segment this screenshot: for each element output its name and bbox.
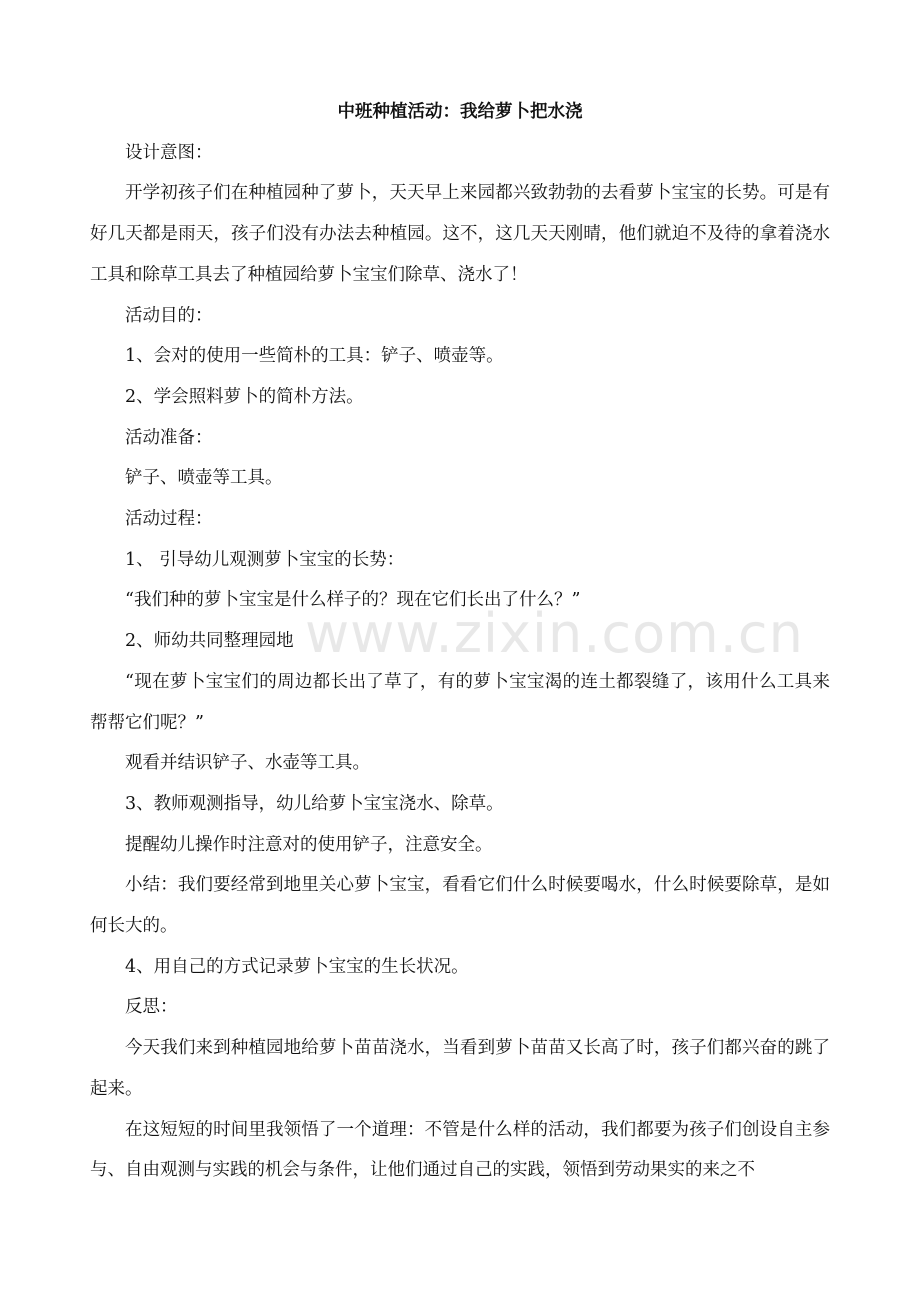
paragraph: 在这短短的时间里我领悟了一个道理：不管是什么样的活动，我们都要为孩子们创设自主参与、自由观测与实践的机会与条件，让他们通过自己的实践，领悟到劳动果实的来之不 [90,1119,830,1181]
paragraph: 观看并结识铲子、水壶等工具。 [125,753,370,774]
document-title: 中班种植活动：我给萝卜把水浇 [337,102,583,122]
paragraph: 3、教师观测指导，幼儿给萝卜宝宝浇水、除草。 [125,793,504,814]
paragraph: 设计意图： [125,142,213,163]
paragraph: 4、用自己的方式记录萝卜宝宝的生长状况。 [125,956,469,977]
paragraph: 活动目的： [125,305,213,326]
paragraph: 1、会对的使用一些简朴的工具：铲子、喷壶等。 [125,346,504,367]
paragraph: 铲子、喷壶等工具。 [125,468,283,489]
paragraph: 活动过程： [125,509,213,530]
paragraph: “现在萝卜宝宝们的周边都长出了草了，有的萝卜宝宝渴的连土都裂缝了，该用什么工具来帮帮它们呢？” [90,671,830,733]
paragraph: 活动准备： [125,427,213,448]
document-page [90,92,830,1191]
document-body [90,133,830,1191]
paragraph: 今天我们来到种植园地给萝卜苗苗浇水，当看到萝卜苗苗又长高了时，孩子们都兴奋的跳了起来。 [90,1038,830,1099]
paragraph: 2、师幼共同整理园地 [125,631,294,652]
paragraph: 提醒幼儿操作时注意对的使用铲子，注意安全。 [125,834,493,855]
paragraph: 2、学会照料萝卜的简朴方法。 [125,386,364,407]
paragraph: 1、 引导幼儿观测萝卜宝宝的长势： [125,549,405,570]
paragraph: 反思： [125,997,178,1018]
watermark: www.zixin.com.cn [305,602,804,665]
paragraph: 小结：我们要经常到地里关心萝卜宝宝，看看它们什么时候要喝水，什么时候要除草，是如何长大的。 [90,875,830,937]
paragraph: 开学初孩子们在种植园种了萝卜，天天早上来园都兴致勃勃的去看萝卜宝宝的长势。可是有好几天都是雨天，孩子们没有办法去种植园。这不，这几天天刚晴，他们就迫不及待的拿着浇水工具和除草工具去了种植园给萝卜宝宝们除草、浇水了！ [90,183,830,285]
paragraph: “我们种的萝卜宝宝是什么样子的？现在它们长出了什么？” [125,590,581,611]
